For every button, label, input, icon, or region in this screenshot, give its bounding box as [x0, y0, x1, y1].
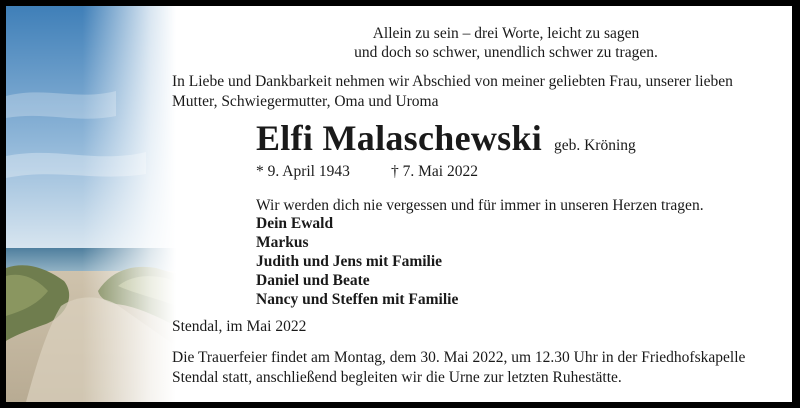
message-line: Wir werden dich nie vergessen und für immer in unseren Herzen tragen.: [256, 197, 704, 214]
deceased-name-row: [256, 118, 636, 158]
poem-line-2: und doch so schwer, unendlich schwer zu tragen.: [354, 44, 658, 61]
death-date: † 7. Mai 2022: [391, 163, 478, 180]
mourner-1: Dein Ewald: [256, 215, 334, 232]
ceremony-line-2: Stendal statt, anschließend begleiten wir die Urne zur letzten Ruhestätte.: [172, 369, 622, 386]
intro-line-1: In Liebe und Dankbarkeit nehmen wir Abschied von meiner geliebten Frau, unserer lieben: [172, 73, 733, 90]
birth-date: * 9. April 1943: [256, 163, 350, 180]
maiden-name: geb. Kröning: [553, 137, 636, 154]
deceased-name: Elfi Malaschewski: [256, 118, 543, 158]
poem-line-1: Allein zu sein – drei Worte, leicht zu sagen: [372, 25, 640, 42]
mourner-4: Daniel und Beate: [256, 272, 370, 289]
beach-dune-photo: [6, 6, 176, 402]
place-date: Stendal, im Mai 2022: [172, 318, 307, 335]
intro-line-2: Mutter, Schwiegermutter, Oma und Uroma: [172, 93, 439, 110]
mourner-2: Markus: [256, 234, 309, 251]
ceremony-line-1: Die Trauerfeier findet am Montag, dem 30. Mai 2022, um 12.30 Uhr in der Friedhofskapelle: [172, 349, 746, 366]
obituary-card: [6, 6, 792, 402]
mourner-5: Nancy und Steffen mit Familie: [256, 291, 459, 308]
mourner-3: Judith und Jens mit Familie: [256, 253, 443, 270]
